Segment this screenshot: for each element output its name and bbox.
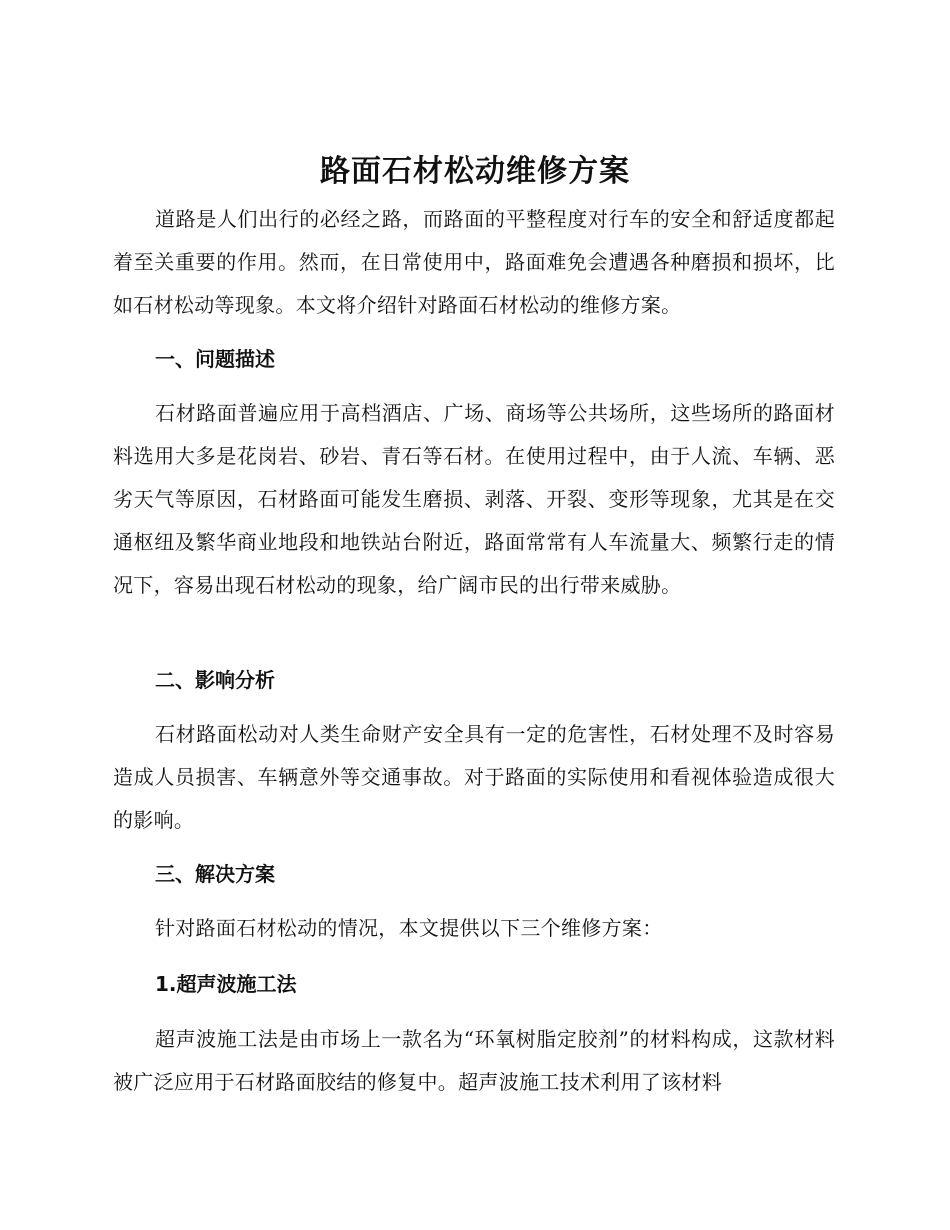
section-heading-problem: 一、问题描述 (155, 347, 275, 371)
intro-paragraph: 道路是人们出行的必经之路，而路面的平整程度对行车的安全和舒适度都起着至关重要的作用。然而，在日常使用中，路面难免会遭遇各种磨损和损坏，比如石材松动等现象。本文将介绍针对路面石材松动的维修方案。 (113, 207, 835, 317)
section-heading-solution: 三、解决方案 (155, 862, 275, 886)
document-title: 路面石材松动维修方案 (320, 154, 630, 189)
subsection-heading-ultrasonic: 1.超声波施工法 (155, 972, 297, 996)
subsection-body-ultrasonic: 超声波施工法是由市场上一款名为“环氧树脂定胶剂”的材料构成，这款材料被广泛应用于石材路面胶结的修复中。超声波施工技术利用了该材料 (113, 1027, 835, 1094)
section-body-solution: 针对路面石材松动的情况，本文提供以下三个维修方案： (155, 916, 663, 940)
section-body-impact: 石材路面松动对人类生命财产安全具有一定的危害性，石材处理不及时容易造成人员损害、车辆意外等交通事故。对于路面的实际使用和看视体验造成很大的影响。 (113, 722, 835, 832)
section-heading-impact: 二、影响分析 (155, 668, 275, 692)
section-body-problem: 石材路面普遍应用于高档酒店、广场、商场等公共场所，这些场所的路面材料选用大多是花岗岩、砂岩、青石等石材。在使用过程中，由于人流、车辆、恶劣天气等原因，石材路面可能发生磨损、剥落、开裂、变形等现象，尤其是在交通枢纽及繁华商业地段和地铁站台附近，路面常常有人车流量大、频繁行走的情况下，容易出现石材松动的现象，给广阔市民的出行带来威胁。 (113, 401, 835, 597)
